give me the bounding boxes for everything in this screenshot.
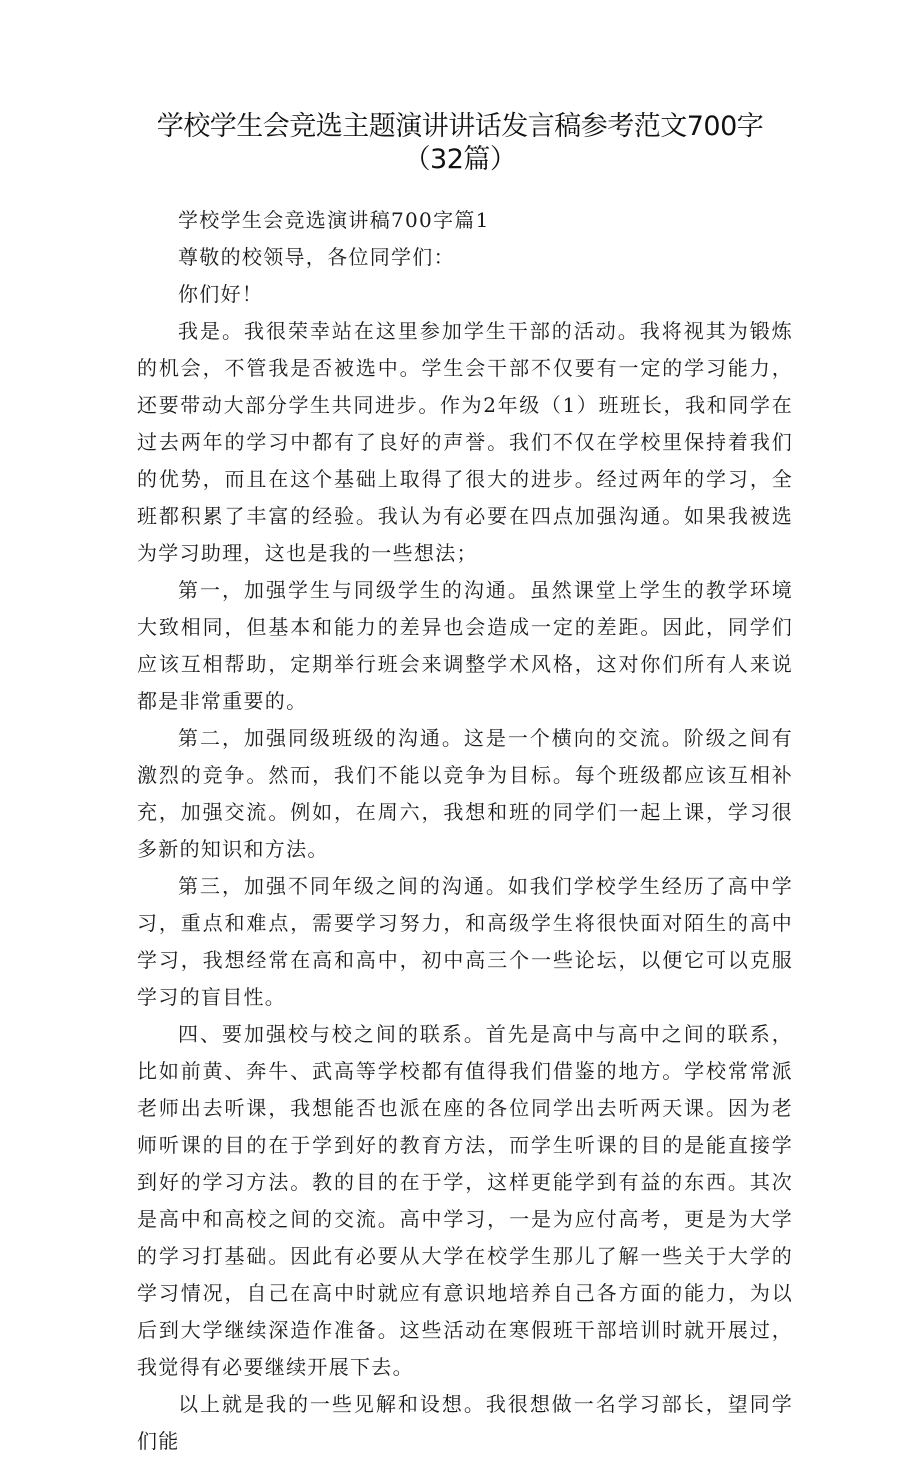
paragraph-closing: 以上就是我的一些见解和设想。我很想做一名学习部长，望同学们能	[137, 1392, 793, 1453]
paragraph-point-4: 四、要加强校与校之间的联系。首先是高中与高中之间的联系，比如前黄、奔牛、武高等学校都有值得我们借鉴的地方。学校常常派老师出去听课，我想能否也派在座的各位同学出去听两天课。因为老师听课的目的在于学到好的教育方法，而学生听课的目的是能直接学到好的学习方法。教的目的在于学，这样更能学到有益的东西。其次是高中和高校之间的交流。高中学习，一是为应付高考，更是为大学的学习打基础。因此有必要从大学在校学生那儿了解一些关于大学的学习情况，自己在高中时就应有意识地培养自己各方面的能力，为以后到大学继续深造作准备。这些活动在寒假班干部培训时就开展过，我觉得有必要继续开展下去。	[137, 1022, 793, 1379]
paragraph-point-2: 第二，加强同级班级的沟通。这是一个横向的交流。阶级之间有激烈的竞争。然而，我们不能以竞争为目标。每个班级都应该互相补充，加强交流。例如，在周六，我想和班的同学们一起上课，学习很多新的知识和方法。	[137, 726, 793, 861]
document-title-line-2: （32篇）	[403, 144, 517, 175]
paragraph-intro: 我是。我很荣幸站在这里参加学生干部的活动。我将视其为锻炼的机会，不管我是否被选中。学生会干部不仅要有一定的学习能力，还要带动大部分学生共同进步。作为2年级（1）班班长，我和同学在过去两年的学习中都有了良好的声誉。我们不仅在学校里保持着我们的优势，而且在这个基础上取得了很大的进步。经过两年的学习，全班都积累了丰富的经验。我认为有必要在四点加强沟通。如果我被选为学习助理，这也是我的一些想法；	[137, 319, 793, 565]
salutation: 尊敬的校领导，各位同学们：	[178, 245, 455, 269]
paragraph-point-1: 第一，加强学生与同级学生的沟通。虽然课堂上学生的教学环境大致相同，但基本和能力的差异也会造成一定的差距。因此，同学们应该互相帮助，定期举行班会来调整学术风格，这对你们所有人来说都是非常重要的。	[137, 578, 793, 713]
document-body	[137, 202, 793, 1460]
greeting: 你们好！	[178, 282, 264, 306]
paragraph-point-3: 第三，加强不同年级之间的沟通。如我们学校学生经历了高中学习，重点和难点，需要学习努力，和高级学生将很快面对陌生的高中学习，我想经常在高和高中，初中高三个一些论坛，以便它可以克服学习的盲目性。	[137, 874, 793, 1009]
section-heading: 学校学生会竞选演讲稿700字篇1	[178, 208, 490, 232]
document-title-line-1: 学校学生会竞选主题演讲讲话发言稿参考范文700字	[156, 111, 764, 142]
